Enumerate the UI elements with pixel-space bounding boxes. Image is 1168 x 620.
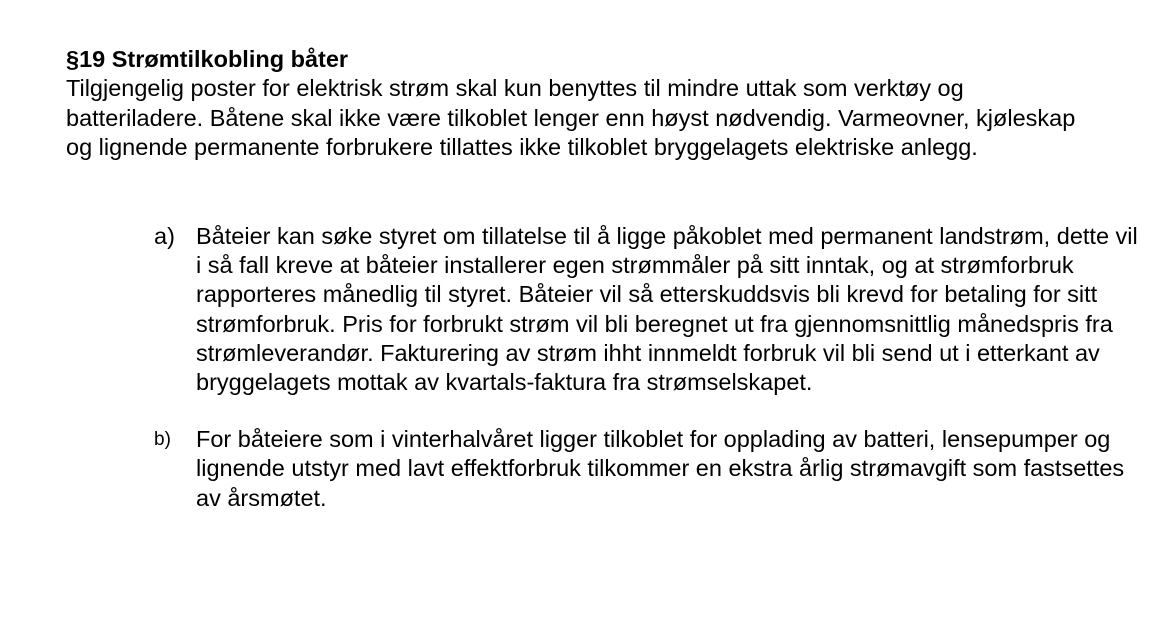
list-item xyxy=(154,222,1144,397)
list-marker-b: b) xyxy=(154,429,171,451)
section-intro-paragraph: Tilgjengelig poster for elektrisk strøm skal kun benyttes til mindre uttak som verktøy og batteriladere. Båtene skal ikke være tilkoblet lenger enn høyst nødvendig. Varmeovner, kjøleskap og lignende permanente forbrukere tillattes ikke tilkoblet bryggelagets elektriske anlegg. xyxy=(66,75,1076,160)
regulation-list xyxy=(154,222,1144,513)
section-heading: §19 Strømtilkobling båter xyxy=(66,46,349,72)
list-marker-a: a) xyxy=(154,223,175,249)
list-item-text-a: Båteier kan søke styret om tillatelse til å ligge påkoblet med permanent landstrøm, dette vil i så fall kreve at båteier installerer egen strømmåler på sitt inntak, og at strømforbruk rapporteres månedlig til styret. Båteier vil så etterskuddsvis bli krevd for betaling for sitt strømforbruk. Pris for forbrukt strøm vil bli beregnet ut fra gjennomsnittlig månedspris fra strømleverandør. Fakturering av strøm ihht innmeldt forbruk vil bli send ut i etterkant av bryggelagets mottak av kvartals-faktura fra strømselskapet. xyxy=(196,223,1138,396)
list-item-text-b: For båteiere som i vinterhalvåret ligger tilkoblet for opplading av batteri, lensepumper og lignende utstyr med lavt effektforbruk tilkommer en ekstra årlig strømavgift som fastsettes av årsmøtet. xyxy=(196,426,1125,511)
document-section xyxy=(66,44,1126,163)
list-item xyxy=(154,425,1144,513)
